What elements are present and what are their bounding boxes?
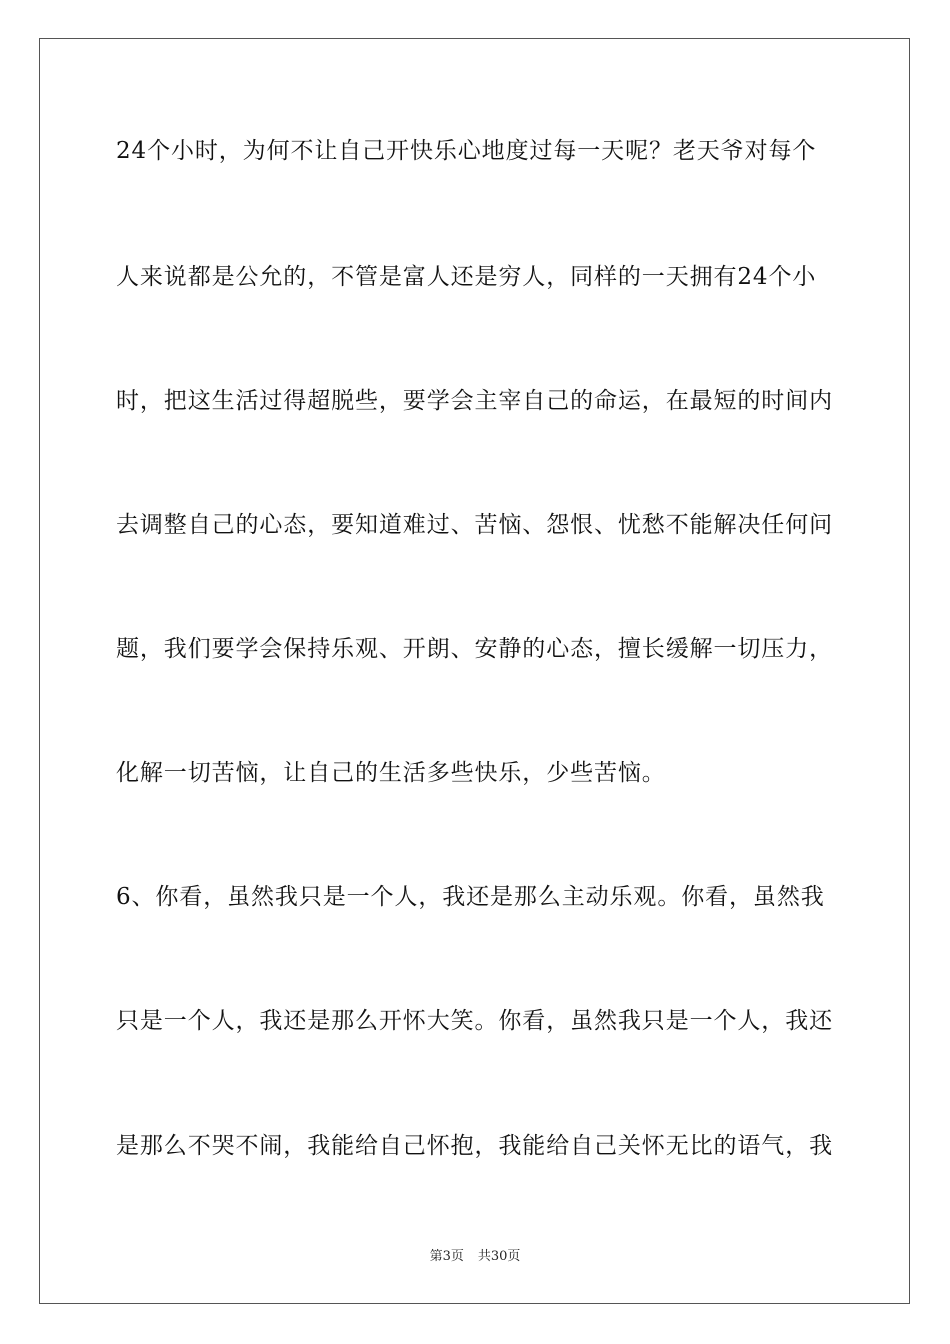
page-number: 第3页: [429, 1249, 464, 1264]
text-line: 化解一切苦恼，让自己的生活多些快乐，少些苦恼。: [116, 760, 666, 786]
text-line: 题，我们要学会保持乐观、开朗、安静的心态，擅长缓解一切压力，: [116, 636, 833, 662]
page-border: [39, 38, 910, 1304]
page-footer: [0, 1248, 950, 1266]
text-line: 24个小时，为何不让自己开快乐心地度过每一天呢？老天爷对每个: [116, 138, 817, 164]
text-line: 去调整自己的心态，要知道难过、苦恼、怨恨、忧愁不能解决任何问: [116, 512, 833, 538]
text-line: 是那么不哭不闹，我能给自己怀抱，我能给自己关怀无比的语气，我: [116, 1133, 833, 1159]
text-line: 时，把这生活过得超脱些，要学会主宰自己的命运，在最短的时间内: [116, 388, 833, 414]
text-line: 6、你看，虽然我只是一个人，我还是那么主动乐观。你看，虽然我: [116, 884, 825, 910]
text-line: 人来说都是公允的，不管是富人还是穷人，同样的一天拥有24个小: [116, 264, 817, 290]
page-total: 共30页: [477, 1249, 521, 1264]
text-line: 只是一个人，我还是那么开怀大笑。你看，虽然我只是一个人，我还: [116, 1008, 833, 1034]
